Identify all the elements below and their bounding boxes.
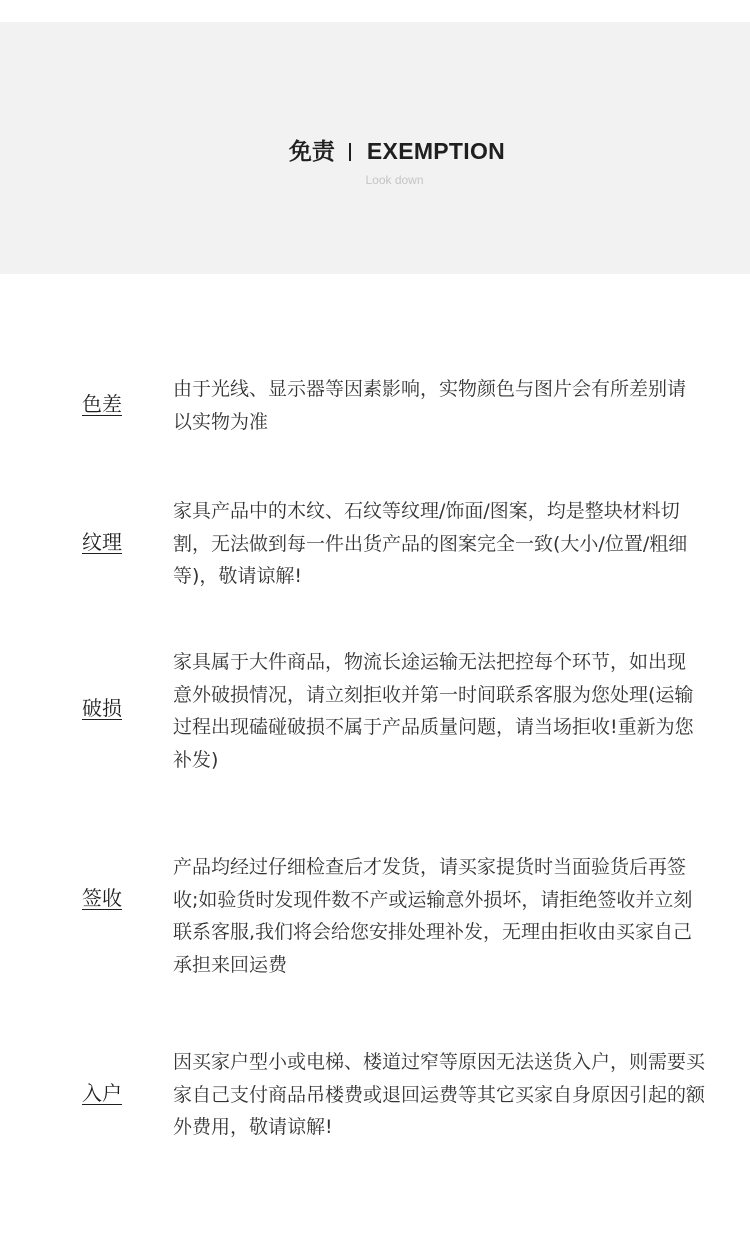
item-text: 产品均经过仔细检查后才发货，请买家提货时当面验货后再签 收;如验货时发现件数不产或运输意外损坏，请拒绝签收并立刻 联系客服,我们将会给您安排处理补发，无理由拒收由买家自己 承担来回运费: [173, 856, 693, 976]
item-text: 由于光线、显示器等因素影响，实物颜色与图片会有所差别请 以实物为准: [173, 378, 687, 433]
item-label: 纹理: [82, 530, 122, 554]
item-text: 因买家户型小或电梯、楼道过窄等原因无法送货入户，则需要买 家自己支付商品吊楼费或退回运费等其它买家自身原因引起的额 外费用，敬请谅解!: [173, 1051, 706, 1138]
title-divider: [349, 143, 351, 161]
item-text: 家具产品中的木纹、石纹等纹理/饰面/图案，均是整块材料切 割，无法做到每一件出货产品的图案完全一致(大小/位置/粗细 等)，敬请谅解!: [173, 500, 688, 587]
item-label: 签收: [82, 886, 122, 910]
item-label: 色差: [82, 392, 122, 416]
item-label: 破损: [82, 696, 122, 720]
title-cn: 免责: [288, 139, 335, 165]
page-title: [0, 135, 750, 168]
item-text: 家具属于大件商品，物流长途运输无法把控每个环节，如出现 意外破损情况，请立刻拒收并第一时间联系客服为您处理(运输 过程出现磕碰破损不属于产品质量问题，请当场拒收!重新为您 补发): [173, 651, 694, 771]
title-en: EXEMPTION: [366, 138, 506, 164]
item-label: 入户: [82, 1081, 122, 1105]
page-subtitle: Look down: [365, 173, 424, 187]
